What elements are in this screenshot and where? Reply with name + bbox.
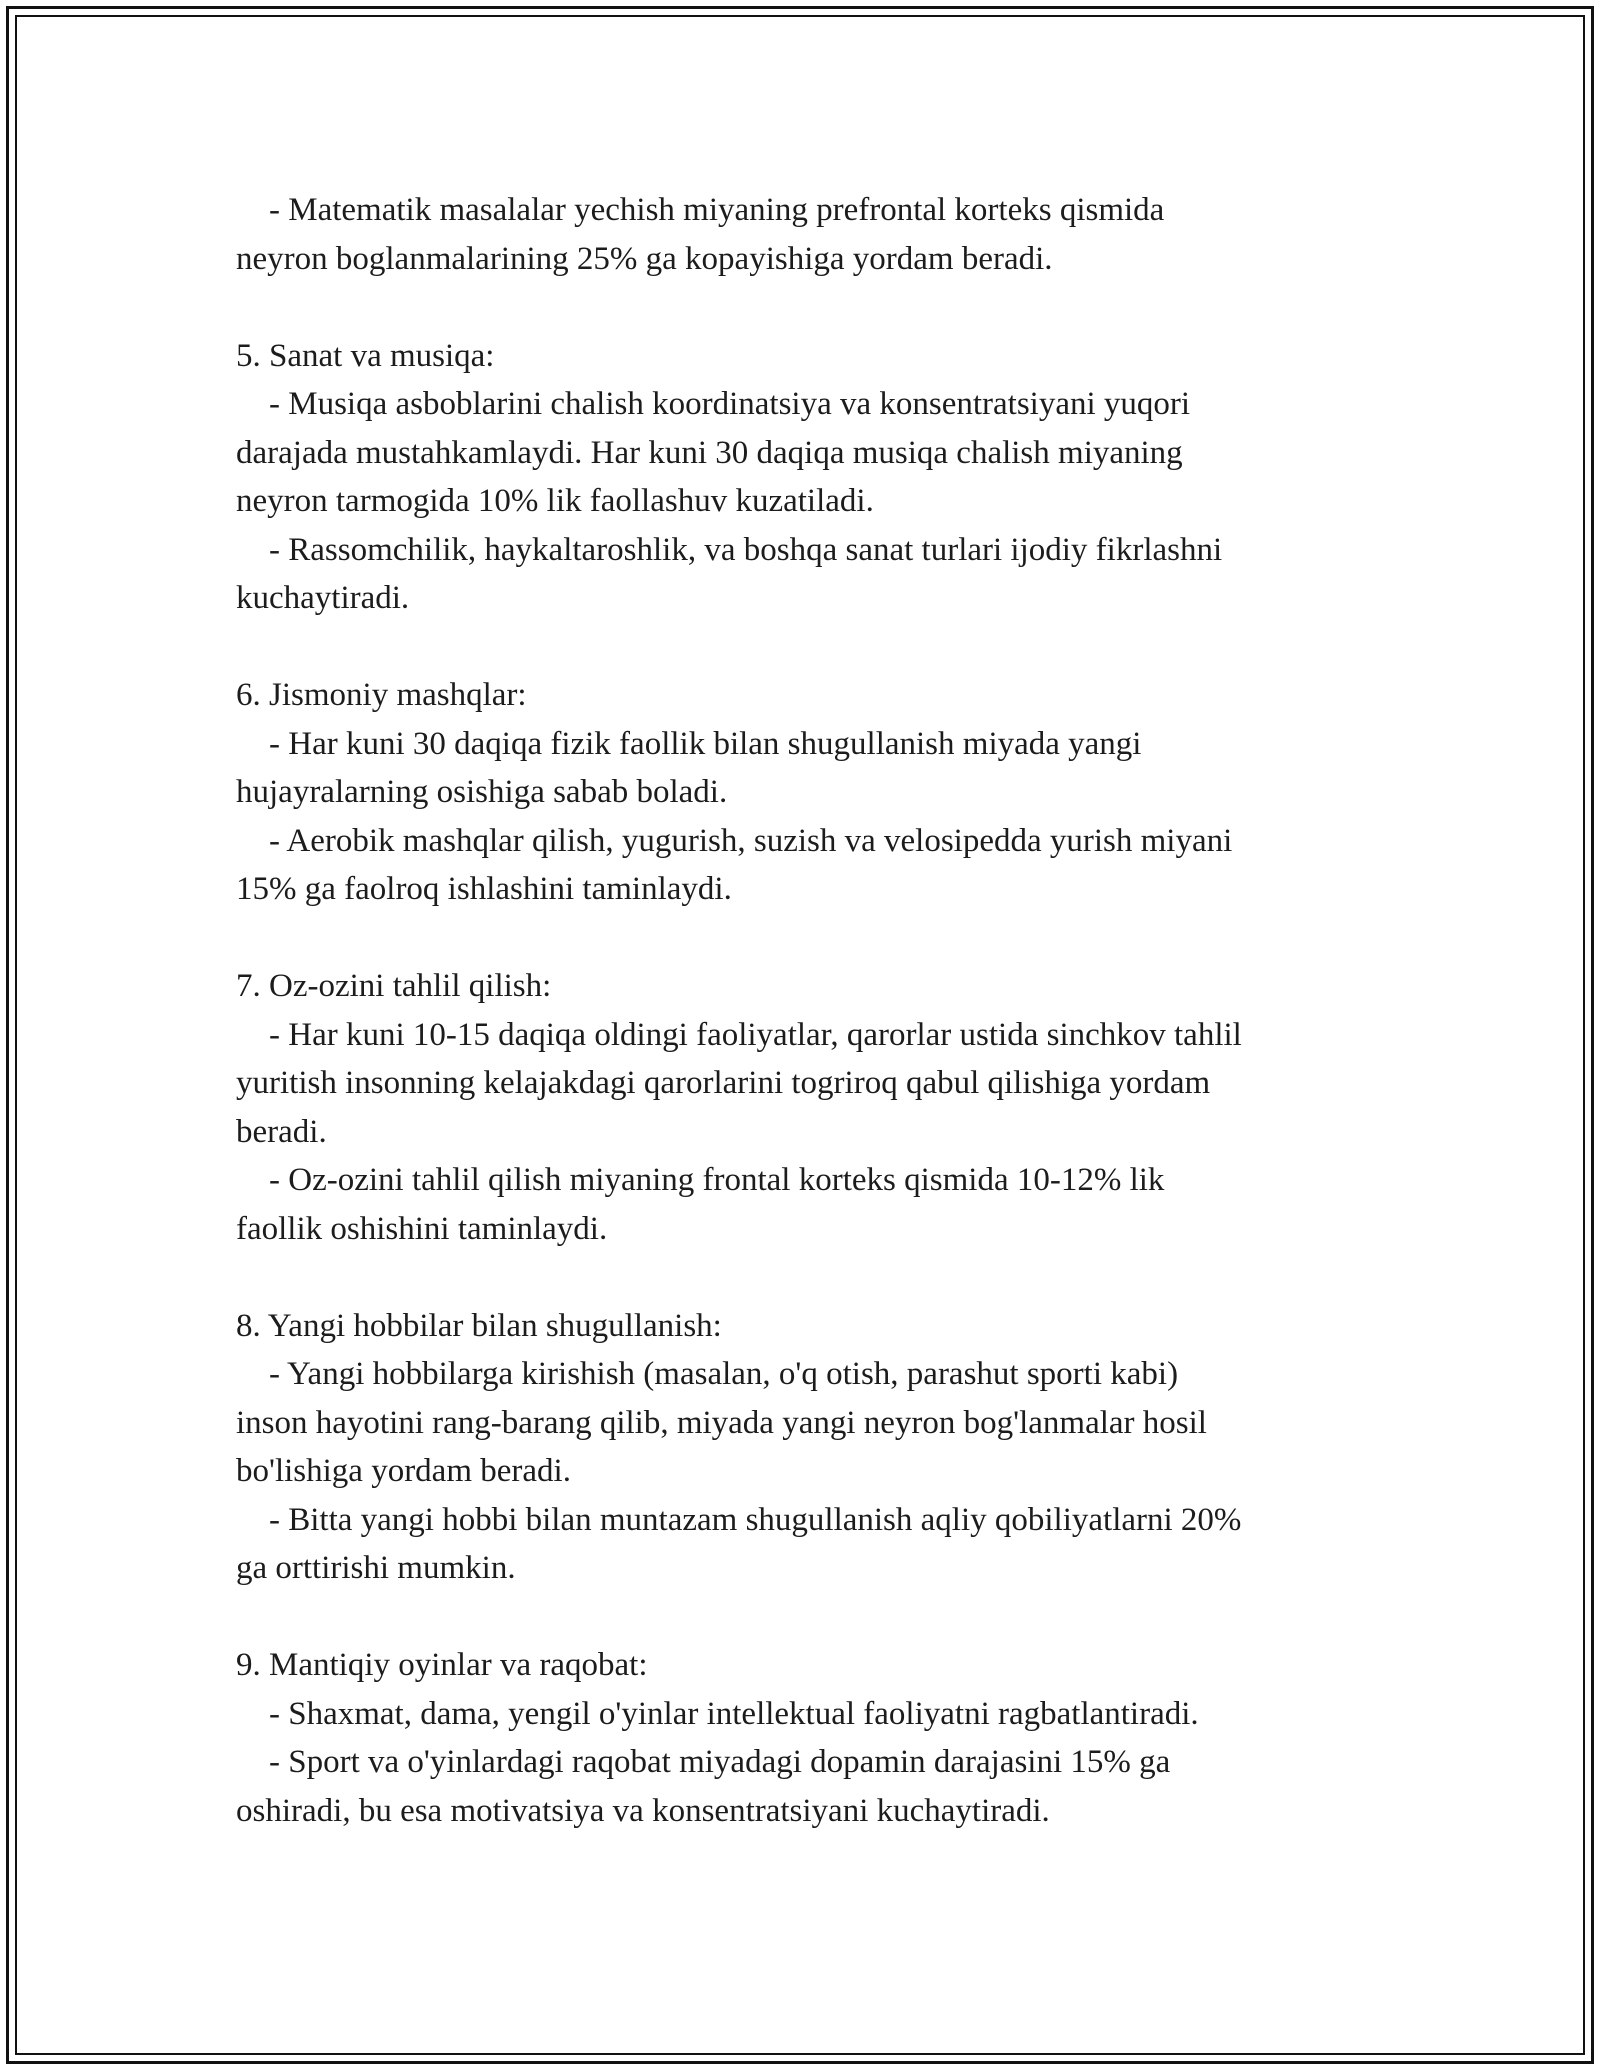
- text-line: - Yangi hobbilarga kirishish (masalan, o'q otish, parashut sporti kabi): [236, 1356, 1179, 1392]
- section-heading: 8. Yangi hobbilar bilan shugullanish:: [236, 1307, 722, 1344]
- text-line: hujayralarning osishiga sabab boladi.: [236, 774, 728, 810]
- section-heading: 5. Sanat va musiqa:: [236, 337, 495, 374]
- text-line: neyron boglanmalarining 25% ga kopayishiga yordam beradi.: [236, 240, 1053, 277]
- text-line: - Rassomchilik, haykaltaroshlik, va boshqa sanat turlari ijodiy fikrlashni: [236, 531, 1223, 568]
- text-line: yuritish insonning kelajakdagi qarorlarini togriroq qabul qilishiga yordam: [236, 1065, 1211, 1101]
- section-8: [236, 1302, 1376, 1593]
- document-body: [236, 186, 1376, 1835]
- paragraph-gap: [236, 914, 1376, 963]
- section-heading: 7. Oz-ozini tahlil qilish:: [236, 968, 552, 1004]
- text-line: - Sport va o'yinlardagi raqobat miyadagi dopamin darajasini 15% ga: [236, 1744, 1171, 1780]
- section-6: [236, 671, 1376, 914]
- text-line: - Aerobik mashqlar qilish, yugurish, suzish va velosipedda yurish miyani: [236, 822, 1233, 859]
- section-heading: 6. Jismoniy mashqlar:: [236, 677, 527, 713]
- text-line: inson hayotini rang-barang qilib, miyada yangi neyron bog'lanmalar hosil: [236, 1404, 1207, 1441]
- text-line: oshiradi, bu esa motivatsiya va konsentratsiyani kuchaytiradi.: [236, 1792, 1050, 1829]
- text-line: - Shaxmat, dama, yengil o'yinlar intellektual faoliyatni ragbatlantiradi.: [236, 1695, 1199, 1732]
- section-heading: 9. Mantiqiy oyinlar va raqobat:: [236, 1647, 648, 1683]
- text-line: - Oz-ozini tahlil qilish miyaning frontal korteks qismida 10-12% lik: [236, 1162, 1165, 1198]
- text-line: bo'lishiga yordam beradi.: [236, 1453, 571, 1489]
- text-line: ga orttirishi mumkin.: [236, 1550, 516, 1586]
- text-line: - Bitta yangi hobbi bilan muntazam shugullanish aqliy qobiliyatlarni 20%: [236, 1501, 1242, 1538]
- text-line: - Musiqa asboblarini chalish koordinatsiya va konsentratsiyani yuqori: [236, 386, 1191, 422]
- text-line: faollik oshishini taminlaydi.: [236, 1210, 608, 1247]
- text-line: - Matematik masalalar yechish miyaning prefrontal korteks qismida: [236, 192, 1165, 228]
- paragraph-gap: [236, 283, 1376, 332]
- text-line: kuchaytiradi.: [236, 580, 410, 616]
- section-5: [236, 332, 1376, 623]
- text-line: 15% ga faolroq ishlashini taminlaydi.: [236, 871, 732, 907]
- text-line: darajada mustahkamlaydi. Har kuni 30 daqiqa musiqa chalish miyaning: [236, 434, 1183, 471]
- text-line: - Har kuni 10-15 daqiqa oldingi faoliyatlar, qarorlar ustida sinchkov tahlil: [236, 1016, 1242, 1053]
- paragraph-gap: [236, 1593, 1376, 1642]
- section-9: [236, 1641, 1376, 1835]
- section-7: [236, 962, 1376, 1253]
- paragraph-gap: [236, 1253, 1376, 1302]
- text-line: neyron tarmogida 10% lik faollashuv kuzatiladi.: [236, 483, 874, 519]
- paragraph-gap: [236, 623, 1376, 672]
- text-line: - Har kuni 30 daqiqa fizik faollik bilan shugullanish miyada yangi: [236, 725, 1142, 762]
- text-line: beradi.: [236, 1113, 327, 1150]
- paragraph-math: [236, 186, 1376, 283]
